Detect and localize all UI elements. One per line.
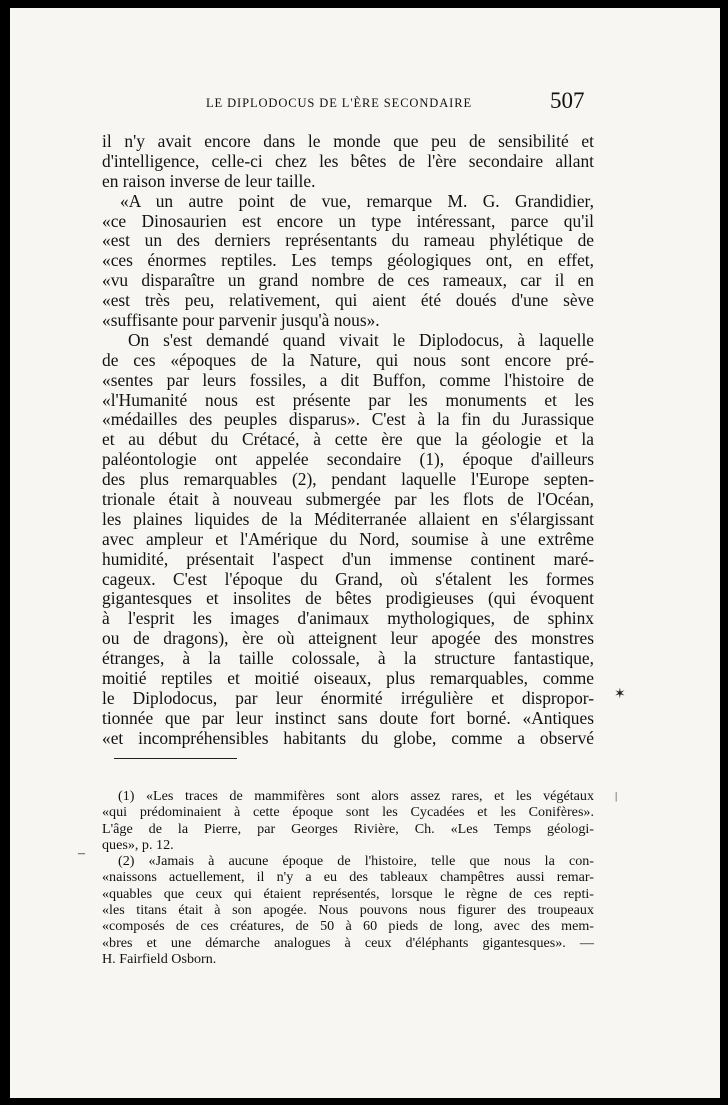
text-line: des plus remarquables (2), pendant laquelle l'Europe septen- (102, 469, 594, 490)
footnote-line: (2) «Jamais à aucune époque de l'histoire, telle que nous la con- (118, 853, 594, 870)
margin-mark: | (615, 790, 618, 802)
text-line: «ce Dinosaurien est encore un type intéressant, parce qu'il (102, 210, 594, 231)
text-line: les plaines liquides de la Méditerranée allaient en s'élargissant (102, 508, 594, 529)
text-line: «et incompréhensibles habitants du globe, comme a observé (102, 727, 594, 748)
text-line: humidité, présentait l'aspect d'un immense continent maré- (102, 548, 594, 569)
book-page (10, 8, 720, 1098)
text-line: «A un autre point de vue, remarque M. G. Grandidier, (120, 190, 594, 211)
text-line: de ces «époques de la Nature, qui nous sont encore pré- (102, 349, 594, 370)
footnote-line: «les titans était à son apogée. Nous pouvons nous figurer des troupeaux (102, 902, 594, 919)
text-line: à l'esprit les images d'animaux mythologiques, de sphinx (102, 608, 594, 629)
text-line: «suffisante pour parvenir jusqu'à nous». (102, 310, 380, 331)
text-line: trionale était à nouveau submergée par les flots de l'Océan, (102, 489, 594, 510)
text-line: en raison inverse de leur taille. (102, 170, 316, 191)
text-line: avec ampleur et l'Amérique du Nord, soumise à une extrême (102, 528, 594, 549)
text-line: ou de dragons), ère où atteignent leur apogée des monstres (102, 628, 594, 649)
footnote-line: L'âge de la Pierre, par Georges Rivière, Ch. «Les Temps géologi- (102, 820, 594, 837)
text-line: «l'Humanité nous est présente par les monuments et les (102, 389, 594, 410)
text-line: On s'est demandé quand vivait le Diplodocus, à laquelle (128, 329, 594, 350)
footnote-line: ques», p. 12. (102, 836, 174, 853)
text-line: «vu disparaître un grand nombre de ces rameaux, car il en (102, 270, 594, 291)
text-line: il n'y avait encore dans le monde que peu de sensibilité et (102, 131, 594, 151)
text-line: «est un des derniers représentants du rameau phylétique de (102, 230, 594, 251)
footnote-line: «qui prédominaient à cette époque sont les Cycadées et les Conifères». (102, 804, 594, 821)
footnote-line: H. Fairfield Osborn. (102, 950, 217, 967)
footnotes (102, 788, 594, 967)
text-line: moitié reptiles et moitié oiseaux, plus remarquables, comme (102, 668, 594, 689)
page-number: 507 (550, 88, 585, 113)
body-text (102, 132, 594, 749)
text-line: «est très peu, relativement, qui aient été doués d'une sève (102, 290, 594, 311)
text-line: étranges, à la taille colossale, à la structure fantastique, (102, 648, 594, 669)
footnote-line: «quables que ceux qui étaient représentés, lorsque le règne de ces repti- (102, 885, 594, 902)
text-line: et au début du Crétacé, à cette ère que la géologie et la (102, 429, 594, 450)
text-line: cageux. C'est l'époque du Grand, où s'étalent les formes (102, 568, 594, 589)
text-line: d'intelligence, celle-ci chez les bêtes de l'ère secondaire allant (102, 150, 594, 171)
running-title: LE DIPLODOCUS DE L'ÈRE SECONDAIRE (206, 96, 472, 110)
text-line: «ces énormes reptiles. Les temps géologiques ont, en effet, (102, 250, 594, 271)
footnote-line: «naissons actuellement, il n'y a eu des tableaux champêtres aussi remar- (102, 869, 594, 886)
text-line: paléontologie ont appelée secondaire (1), époque d'ailleurs (102, 449, 594, 470)
text-line: «sentes par leurs fossiles, a dit Buffon, comme l'histoire de (102, 369, 594, 390)
footnote-line: «composés de ces créatures, de 50 à 60 pieds de long, avec des mem- (102, 918, 594, 935)
footnote-line: «bres et une démarche analogues à ceux d'éléphants gigantesques». — (102, 934, 594, 951)
footnote-rule (114, 758, 237, 759)
footnote-line: (1) «Les traces de mammifères sont alors assez rares, et les végétaux (118, 788, 594, 804)
margin-mark: ✶ (614, 687, 626, 702)
text-line: gigantesques et insolites de bêtes prodigieuses (qui évoquent (102, 588, 594, 609)
text-line: «médailles des peuples disparus». C'est à la fin du Jurassique (102, 409, 594, 430)
text-line: tionnée que par leur instinct sans doute fort borné. «Antiques (102, 707, 594, 728)
margin-mark: ‒ (78, 846, 85, 861)
text-line: le Diplodocus, par leur énormité irrégulière et dispropor- (102, 687, 594, 708)
